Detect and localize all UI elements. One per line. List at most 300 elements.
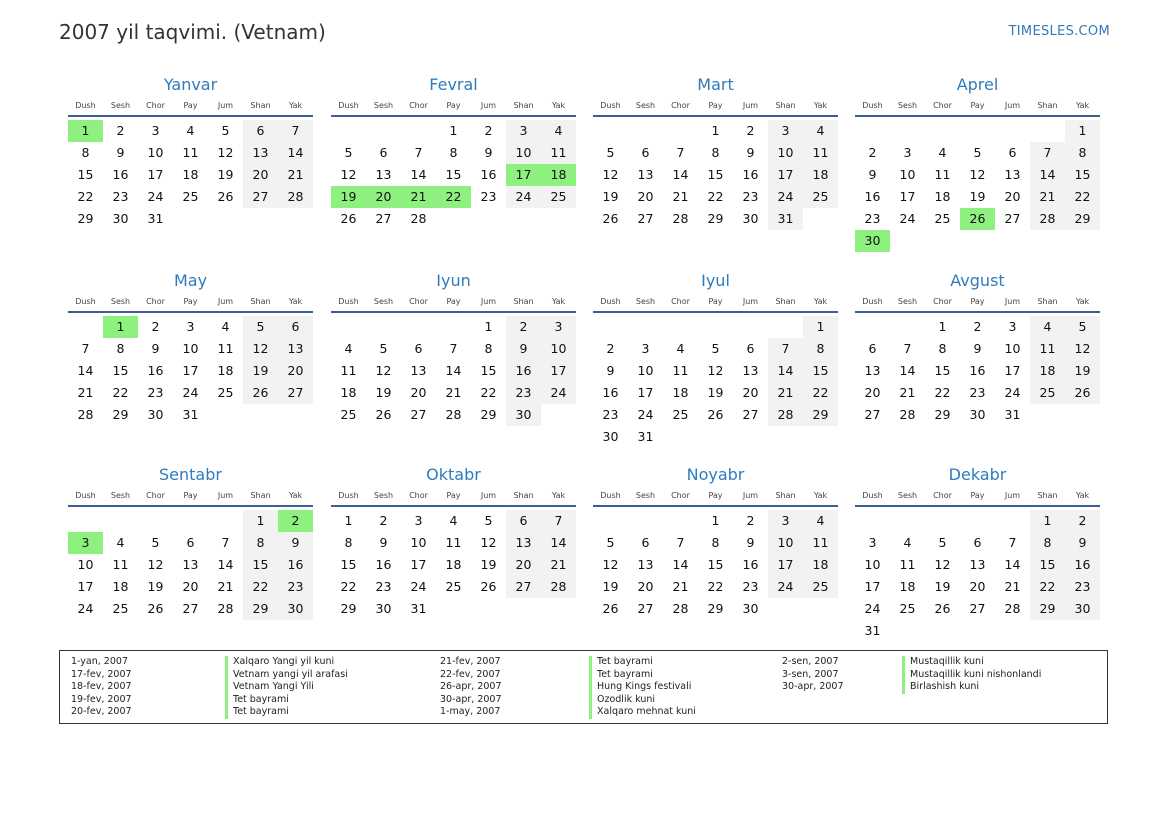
legend-names-column xyxy=(225,656,348,719)
day-cell: 5 xyxy=(221,123,230,138)
day-cell: 3 xyxy=(768,120,803,142)
legend-date: 1-may, 2007 xyxy=(440,706,501,717)
empty-cell xyxy=(68,316,103,338)
day-cell: 5 xyxy=(243,316,278,338)
day-cell: 24 xyxy=(768,576,803,598)
weekday-label: Sesh xyxy=(110,101,131,110)
day-cell: 13 xyxy=(1004,167,1021,182)
day-cell: 23 xyxy=(147,385,164,400)
day-cell: 13 xyxy=(506,532,541,554)
month-noyabr xyxy=(593,464,838,620)
empty-cell xyxy=(1030,120,1065,142)
day-cell: 5 xyxy=(344,145,353,160)
weekday-label: Shan xyxy=(1037,297,1058,306)
day-cell: 18 xyxy=(934,189,951,204)
month-name: Oktabr xyxy=(426,465,481,484)
day-cell: 6 xyxy=(243,120,278,142)
weekday-label: Pay xyxy=(970,491,985,500)
day-cell: 24 xyxy=(864,601,881,616)
weekday-label: Chor xyxy=(933,491,952,500)
empty-cell xyxy=(890,120,925,142)
day-cell: 9 xyxy=(278,532,313,554)
day-cell: 1 xyxy=(711,513,720,528)
weekday-label: Chor xyxy=(671,491,690,500)
weekday-header xyxy=(593,99,838,117)
day-cell: 22 xyxy=(77,189,94,204)
day-cell: 12 xyxy=(1065,338,1100,360)
weekday-label: Yak xyxy=(288,101,303,110)
day-cell: 11 xyxy=(934,167,951,182)
day-cell: 9 xyxy=(973,341,982,356)
weekday-label: Yak xyxy=(1075,297,1090,306)
weekday-label: Sesh xyxy=(635,491,656,500)
legend-holiday-name: Tet bayrami xyxy=(225,706,348,719)
day-cell: 26 xyxy=(707,407,724,422)
day-cell: 12 xyxy=(480,535,497,550)
legend-holiday-name: Birlashish kuni xyxy=(902,681,1041,694)
day-cell: 4 xyxy=(541,120,576,142)
day-cell: 28 xyxy=(541,576,576,598)
weekday-label: Yak xyxy=(551,101,566,110)
day-cell: 15 xyxy=(445,167,462,182)
weekday-label: Pay xyxy=(183,297,198,306)
weekday-header xyxy=(68,295,313,313)
holiday-day-cell: 19 xyxy=(331,186,366,208)
day-cell: 2 xyxy=(151,319,160,334)
holiday-day-cell: 18 xyxy=(541,164,576,186)
month-iyun xyxy=(331,270,576,426)
day-cell: 7 xyxy=(449,341,458,356)
day-cell: 29 xyxy=(707,601,724,616)
day-cell: 4 xyxy=(903,535,912,550)
empty-cell xyxy=(628,316,663,338)
day-cell: 10 xyxy=(1004,341,1021,356)
day-grid xyxy=(593,510,838,620)
day-cell: 4 xyxy=(1030,316,1065,338)
day-cell: 29 xyxy=(77,211,94,226)
day-cell: 17 xyxy=(1004,363,1021,378)
weekday-label: Jum xyxy=(742,491,759,500)
day-cell: 3 xyxy=(151,123,160,138)
day-cell: 19 xyxy=(934,579,951,594)
legend-holiday-name: Tet bayrami xyxy=(589,656,696,669)
holiday-legend xyxy=(59,650,1108,724)
day-cell: 20 xyxy=(864,385,881,400)
weekday-label: Sesh xyxy=(110,491,131,500)
weekday-label: Sesh xyxy=(897,101,918,110)
day-cell: 1 xyxy=(803,316,838,338)
day-cell: 29 xyxy=(243,598,278,620)
day-cell: 1 xyxy=(938,319,947,334)
weekday-label: Sesh xyxy=(635,297,656,306)
day-cell: 2 xyxy=(506,316,541,338)
day-cell: 16 xyxy=(742,557,759,572)
day-cell: 20 xyxy=(637,579,654,594)
day-cell: 6 xyxy=(641,145,650,160)
day-cell: 5 xyxy=(484,513,493,528)
weekday-label: Chor xyxy=(933,297,952,306)
day-cell: 16 xyxy=(278,554,313,576)
weekday-label: Pay xyxy=(446,491,461,500)
day-cell: 17 xyxy=(768,554,803,576)
day-cell: 2 xyxy=(746,513,755,528)
day-cell: 14 xyxy=(1004,557,1021,572)
weekday-label: Pay xyxy=(708,101,723,110)
legend-holiday-name: Xalqaro mehnat kuni xyxy=(589,706,696,719)
day-cell: 2 xyxy=(1065,510,1100,532)
weekday-label: Yak xyxy=(813,101,828,110)
page-title: 2007 yil taqvimi. (Vetnam) xyxy=(59,20,326,44)
day-cell: 21 xyxy=(672,189,689,204)
day-cell: 19 xyxy=(480,557,497,572)
day-cell: 25 xyxy=(803,576,838,598)
day-cell: 16 xyxy=(1065,554,1100,576)
day-cell: 7 xyxy=(676,145,685,160)
weekday-label: Chor xyxy=(671,101,690,110)
day-cell: 10 xyxy=(77,557,94,572)
day-cell: 28 xyxy=(278,186,313,208)
holiday-day-cell: 20 xyxy=(366,186,401,208)
day-cell: 7 xyxy=(221,535,230,550)
month-iyul xyxy=(593,270,838,448)
day-grid xyxy=(593,316,838,448)
day-cell: 14 xyxy=(278,142,313,164)
day-grid xyxy=(68,316,313,426)
legend-date: 20-fev, 2007 xyxy=(71,706,132,717)
weekday-label: Jum xyxy=(1004,491,1021,500)
day-cell: 5 xyxy=(1065,316,1100,338)
day-cell: 9 xyxy=(868,167,877,182)
day-cell: 14 xyxy=(77,363,94,378)
day-cell: 21 xyxy=(541,554,576,576)
day-cell: 19 xyxy=(707,385,724,400)
day-cell: 25 xyxy=(1030,382,1065,404)
legend-date: 2-sen, 2007 xyxy=(782,656,839,667)
day-cell: 8 xyxy=(803,338,838,360)
empty-cell xyxy=(768,316,803,338)
day-grid xyxy=(331,316,576,426)
brand-link[interactable]: TIMESLES.COM xyxy=(1008,24,1110,39)
weekday-label: Sesh xyxy=(635,101,656,110)
day-cell: 28 xyxy=(672,211,689,226)
day-cell: 12 xyxy=(969,167,986,182)
day-cell: 3 xyxy=(541,316,576,338)
day-cell: 2 xyxy=(868,145,877,160)
legend-date: 1-yan, 2007 xyxy=(71,656,128,667)
empty-cell xyxy=(663,120,698,142)
day-cell: 15 xyxy=(480,363,497,378)
day-cell: 15 xyxy=(1065,164,1100,186)
day-cell: 14 xyxy=(1030,164,1065,186)
day-cell: 30 xyxy=(506,404,541,426)
day-cell: 25 xyxy=(899,601,916,616)
day-cell: 19 xyxy=(602,189,619,204)
day-cell: 3 xyxy=(868,535,877,550)
day-cell: 10 xyxy=(864,557,881,572)
day-cell: 13 xyxy=(243,142,278,164)
day-cell: 23 xyxy=(278,576,313,598)
weekday-label: Shan xyxy=(513,101,534,110)
day-cell: 7 xyxy=(903,341,912,356)
day-cell: 23 xyxy=(112,189,129,204)
day-cell: 9 xyxy=(116,145,125,160)
weekday-header xyxy=(331,295,576,313)
day-cell: 29 xyxy=(340,601,357,616)
day-cell: 21 xyxy=(278,164,313,186)
holiday-day-cell: 30 xyxy=(855,230,890,252)
day-cell: 22 xyxy=(707,189,724,204)
day-cell: 12 xyxy=(602,167,619,182)
day-cell: 7 xyxy=(1008,535,1017,550)
day-cell: 9 xyxy=(746,145,755,160)
day-cell: 26 xyxy=(934,601,951,616)
day-cell: 3 xyxy=(641,341,650,356)
empty-cell xyxy=(68,510,103,532)
day-cell: 18 xyxy=(899,579,916,594)
weekday-label: Shan xyxy=(513,491,534,500)
month-sentabr xyxy=(68,464,313,620)
day-cell: 6 xyxy=(746,341,755,356)
legend-dates-column xyxy=(71,656,132,719)
day-cell: 17 xyxy=(637,385,654,400)
day-cell: 12 xyxy=(934,557,951,572)
day-cell: 5 xyxy=(938,535,947,550)
weekday-label: Jum xyxy=(217,297,234,306)
day-cell: 12 xyxy=(217,145,234,160)
day-cell: 8 xyxy=(1065,142,1100,164)
day-cell: 22 xyxy=(480,385,497,400)
weekday-label: Yak xyxy=(1075,101,1090,110)
day-cell: 16 xyxy=(112,167,129,182)
day-cell: 4 xyxy=(676,341,685,356)
day-cell: 27 xyxy=(1004,211,1021,226)
day-cell: 3 xyxy=(1008,319,1017,334)
day-cell: 4 xyxy=(116,535,125,550)
legend-holiday-name: Ozodlik kuni xyxy=(589,694,696,707)
day-cell: 4 xyxy=(938,145,947,160)
day-cell: 2 xyxy=(973,319,982,334)
legend-holiday-name: Xalqaro Yangi yil kuni xyxy=(225,656,348,669)
day-cell: 14 xyxy=(217,557,234,572)
day-cell: 24 xyxy=(899,211,916,226)
day-grid xyxy=(331,120,576,230)
day-cell: 17 xyxy=(899,189,916,204)
day-cell: 5 xyxy=(711,341,720,356)
month-oktabr xyxy=(331,464,576,620)
day-cell: 28 xyxy=(768,404,803,426)
day-cell: 28 xyxy=(410,211,427,226)
day-cell: 28 xyxy=(672,601,689,616)
day-cell: 22 xyxy=(707,579,724,594)
day-cell: 17 xyxy=(77,579,94,594)
day-cell: 1 xyxy=(1065,120,1100,142)
day-cell: 31 xyxy=(410,601,427,616)
day-cell: 31 xyxy=(864,623,881,638)
day-cell: 26 xyxy=(217,189,234,204)
day-cell: 6 xyxy=(414,341,423,356)
day-cell: 29 xyxy=(480,407,497,422)
day-cell: 26 xyxy=(602,211,619,226)
weekday-label: Jum xyxy=(1004,101,1021,110)
empty-cell xyxy=(628,510,663,532)
day-cell: 30 xyxy=(278,598,313,620)
day-cell: 14 xyxy=(445,363,462,378)
weekday-label: Shan xyxy=(250,297,271,306)
day-cell: 4 xyxy=(803,120,838,142)
day-cell: 15 xyxy=(1030,554,1065,576)
day-cell: 17 xyxy=(410,557,427,572)
weekday-label: Jum xyxy=(742,297,759,306)
day-cell: 4 xyxy=(449,513,458,528)
day-cell: 14 xyxy=(672,167,689,182)
legend-holiday-name: Hung Kings festivali xyxy=(589,681,696,694)
day-cell: 21 xyxy=(445,385,462,400)
day-cell: 12 xyxy=(375,363,392,378)
day-cell: 2 xyxy=(379,513,388,528)
day-cell: 21 xyxy=(1004,579,1021,594)
day-cell: 7 xyxy=(1030,142,1065,164)
day-cell: 7 xyxy=(541,510,576,532)
empty-cell xyxy=(698,316,733,338)
day-grid xyxy=(68,120,313,230)
weekday-label: Pay xyxy=(970,297,985,306)
weekday-label: Jum xyxy=(1004,297,1021,306)
day-cell: 14 xyxy=(899,363,916,378)
holiday-day-cell: 22 xyxy=(436,186,471,208)
day-cell: 6 xyxy=(278,316,313,338)
month-name: Aprel xyxy=(956,75,999,94)
weekday-label: Shan xyxy=(775,101,796,110)
day-cell: 10 xyxy=(182,341,199,356)
day-cell: 16 xyxy=(375,557,392,572)
legend-names-column xyxy=(902,656,1041,694)
day-cell: 1 xyxy=(1030,510,1065,532)
weekday-label: Dush xyxy=(600,297,621,306)
weekday-label: Dush xyxy=(862,491,883,500)
month-may xyxy=(68,270,313,426)
weekday-label: Shan xyxy=(250,101,271,110)
day-grid xyxy=(855,510,1100,642)
weekday-label: Chor xyxy=(409,297,428,306)
legend-holiday-name: Tet bayrami xyxy=(225,694,348,707)
day-grid xyxy=(855,316,1100,426)
weekday-label: Jum xyxy=(480,297,497,306)
day-cell: 23 xyxy=(602,407,619,422)
legend-date: 18-fev, 2007 xyxy=(71,681,132,692)
weekday-label: Dush xyxy=(862,101,883,110)
day-cell: 8 xyxy=(344,535,353,550)
weekday-label: Pay xyxy=(708,491,723,500)
empty-cell xyxy=(663,316,698,338)
day-cell: 25 xyxy=(672,407,689,422)
day-cell: 24 xyxy=(182,385,199,400)
day-cell: 18 xyxy=(340,385,357,400)
day-cell: 17 xyxy=(768,164,803,186)
day-cell: 8 xyxy=(243,532,278,554)
weekday-header xyxy=(68,99,313,117)
day-cell: 24 xyxy=(77,601,94,616)
empty-cell xyxy=(593,316,628,338)
month-dekabr xyxy=(855,464,1100,642)
empty-cell xyxy=(401,316,436,338)
day-cell: 19 xyxy=(217,167,234,182)
day-cell: 5 xyxy=(379,341,388,356)
day-cell: 8 xyxy=(449,145,458,160)
day-cell: 24 xyxy=(410,579,427,594)
legend-holiday-name: Tet bayrami xyxy=(589,669,696,682)
day-cell: 20 xyxy=(410,385,427,400)
month-mart xyxy=(593,74,838,230)
day-cell: 11 xyxy=(340,363,357,378)
day-cell: 11 xyxy=(803,142,838,164)
day-cell: 20 xyxy=(637,189,654,204)
day-cell: 15 xyxy=(340,557,357,572)
day-cell: 25 xyxy=(112,601,129,616)
day-cell: 13 xyxy=(375,167,392,182)
weekday-label: Yak xyxy=(551,297,566,306)
day-cell: 30 xyxy=(375,601,392,616)
day-cell: 21 xyxy=(768,382,803,404)
day-cell: 7 xyxy=(414,145,423,160)
weekday-label: Yak xyxy=(813,297,828,306)
day-cell: 1 xyxy=(449,123,458,138)
day-cell: 25 xyxy=(340,407,357,422)
day-cell: 4 xyxy=(803,510,838,532)
day-cell: 11 xyxy=(672,363,689,378)
day-cell: 11 xyxy=(445,535,462,550)
day-cell: 12 xyxy=(602,557,619,572)
day-cell: 3 xyxy=(768,510,803,532)
day-cell: 6 xyxy=(186,535,195,550)
day-cell: 26 xyxy=(1065,382,1100,404)
weekday-label: Chor xyxy=(671,297,690,306)
weekday-label: Shan xyxy=(250,491,271,500)
weekday-label: Sesh xyxy=(110,297,131,306)
day-cell: 18 xyxy=(672,385,689,400)
day-cell: 10 xyxy=(410,535,427,550)
day-cell: 31 xyxy=(147,211,164,226)
empty-cell xyxy=(138,510,173,532)
day-cell: 21 xyxy=(672,579,689,594)
day-cell: 14 xyxy=(541,532,576,554)
day-cell: 11 xyxy=(112,557,129,572)
legend-date: 19-fev, 2007 xyxy=(71,693,132,705)
legend-holiday-name: Mustaqillik kuni nishonlandi xyxy=(902,669,1041,682)
legend-holiday-name: Vetnam Yangi Yili xyxy=(225,681,348,694)
legend-dates-column xyxy=(782,656,844,694)
weekday-label: Pay xyxy=(446,101,461,110)
day-cell: 27 xyxy=(182,601,199,616)
day-cell: 5 xyxy=(973,145,982,160)
empty-cell xyxy=(855,120,890,142)
day-cell: 26 xyxy=(243,382,278,404)
day-cell: 11 xyxy=(1030,338,1065,360)
month-name: Yanvar xyxy=(163,75,218,94)
month-name: Dekabr xyxy=(948,465,1007,484)
day-cell: 8 xyxy=(938,341,947,356)
day-cell: 6 xyxy=(868,341,877,356)
empty-cell xyxy=(593,510,628,532)
empty-cell xyxy=(593,120,628,142)
day-cell: 24 xyxy=(147,189,164,204)
day-cell: 23 xyxy=(742,189,759,204)
weekday-label: Yak xyxy=(288,297,303,306)
weekday-label: Yak xyxy=(813,491,828,500)
day-grid xyxy=(855,120,1100,252)
day-cell: 18 xyxy=(803,554,838,576)
legend-holiday-name: Mustaqillik kuni xyxy=(902,656,1041,669)
day-cell: 27 xyxy=(969,601,986,616)
